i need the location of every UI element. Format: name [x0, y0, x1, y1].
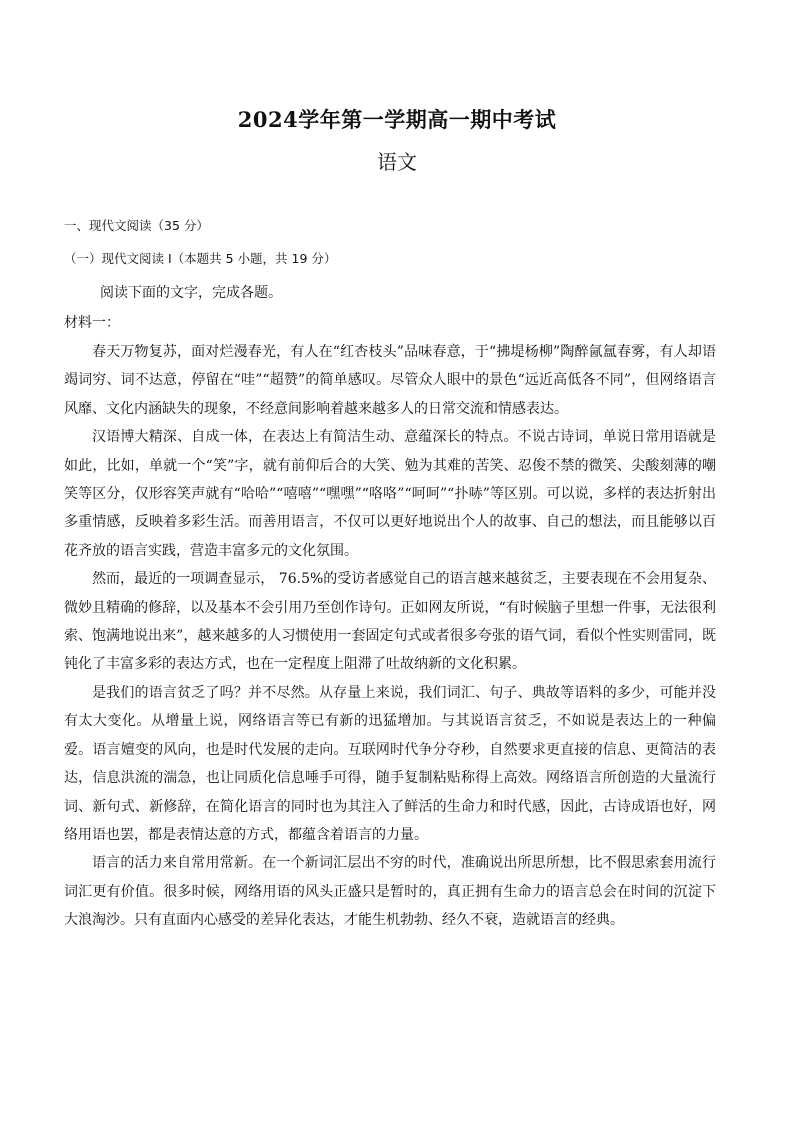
reading-instruction: 阅读下面的文字，完成各题。	[100, 285, 282, 301]
section-heading: 一、现代文阅读（35 分）	[64, 218, 209, 233]
passage-body	[64, 338, 716, 935]
exam-title: 2024学年第一学期高一期中考试	[237, 107, 557, 132]
paragraph-4: 是我们的语言贫乏了吗？并不尽然。从存量上来说，我们词汇、句子、典故等语料的多少，可能并没有太大变化。从增量上说，网络语言等已有新的迅猛增加。与其说语言贫乏，不如说是表达上的一种偏爱。语言嬗变的风向，也是时代发展的走向。互联网时代争分夺秒，自然要求更直接的信息、更简洁的表达，信息洪流的湍急，也让同质化信息唾手可得，随手复制粘贴称得上高效。网络语言所创造的大量流行词、新句式、新修辞，在简化语言的同时也为其注入了鲜活的生命力和时代感，因此，古诗成语也好，网络用语也罢，都是表情达意的方式，都蕴含着语言的力量。	[64, 684, 716, 843]
paragraph-1: 春天万物复苏，面对烂漫春光，有人在“红杏枝头”品味春意，于“拂堤杨柳”陶醉氤氲春雾，有人却语竭词穷、词不达意，停留在“哇”“超赞”的简单感叹。尽管众人眼中的景色“远近高低各不同”，但网络语言风靡、文化内涵缺失的现象，不经意间影响着越来越多人的日常交流和情感表达。	[64, 344, 716, 417]
paragraph-3: 然而，最近的一项调查显示， 76.5%的受访者感觉自己的语言越来越贫乏，主要表现在不会用复杂、微妙且精确的修辞，以及基本不会引用乃至创作诗句。正如网友所说，“有时候脑子里想一件事，无法很利索、饱满地说出来”，越来越多的人习惯使用一套固定句式或者很多夸张的语气词，看似个性实则雷同，既钝化了丰富多彩的表达方式，也在一定程度上阻滞了吐故纳新的文化积累。	[64, 571, 716, 673]
subject-title: 语文	[377, 150, 417, 174]
subsection-heading: （一）现代文阅读 I（本题共 5 小题，共 19 分）	[64, 251, 337, 266]
paragraph-5: 语言的活力来自常用常新。在一个新词汇层出不穷的时代，准确说出所思所想，比不假思索套用流行词汇更有价值。很多时候，网络用语的风头正盛只是暂时的，真正拥有生命力的语言总会在时间的沉淀下大浪淘沙。只有直面内心感受的差异化表达，才能生机勃勃、经久不衰，造就语言的经典。	[64, 855, 716, 929]
material-label: 材料一：	[64, 315, 120, 331]
paragraph-2: 汉语博大精深、自成一体，在表达上有简洁生动、意蕴深长的特点。不说古诗词，单说日常用语就是如此，比如，单就一个“笑”字，就有前仰后合的大笑、勉为其难的苦笑、忍俊不禁的微笑、尖酸刻薄的嘲笑等区分，仅形容笑声就有“哈哈”“嘻嘻”“嘿嘿”“咯咯”“呵呵”“扑哧”等区别。可以说，多样的表达折射出多重情感，反映着多彩生活。而善用语言，不仅可以更好地说出个人的故事、自己的想法，而且能够以百花齐放的语言实践，营造丰富多元的文化氛围。	[64, 429, 716, 559]
